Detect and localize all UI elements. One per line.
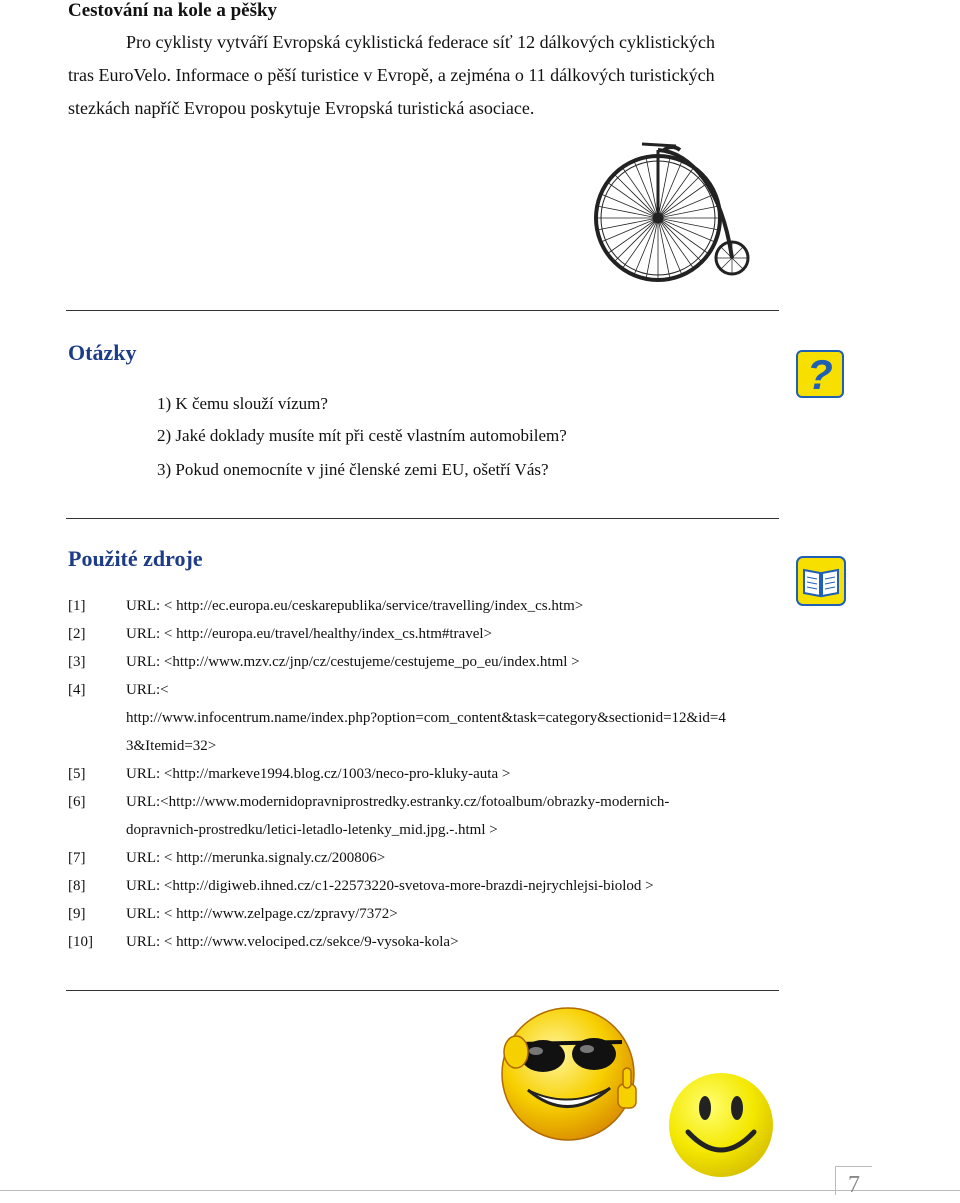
source-url: URL: < http://www.zelpage.cz/zpravy/7372> xyxy=(126,906,398,922)
question-mark-icon xyxy=(796,350,844,398)
source-url: URL: <http://www.mzv.cz/jnp/cz/cestujeme/cestujeme_po_eu/index.html > xyxy=(126,654,580,670)
separator-line xyxy=(66,990,779,991)
source-number: [9] xyxy=(68,906,86,922)
paragraph-line-3: stezkách napříč Evropou poskytuje Evropská turistická asociace. xyxy=(68,98,535,118)
page-number: 7 xyxy=(835,1166,872,1195)
source-number: [1] xyxy=(68,598,86,614)
paragraph-line-2: tras EuroVelo. Informace o pěší turistice v Evropě, a zejména o 11 dálkových turistických xyxy=(68,65,715,85)
penny-farthing-bicycle-image xyxy=(582,130,762,292)
source-number: [10] xyxy=(68,934,93,950)
source-number: [6] xyxy=(68,794,86,810)
source-url: http://www.infocentrum.name/index.php?option=com_content&task=category&sectionid=12&id=4 xyxy=(126,710,726,726)
source-url: dopravnich-prostredku/letici-letadlo-letenky_mid.jpg.-.html > xyxy=(126,822,498,838)
separator-line xyxy=(66,310,779,311)
happy-smiley-image xyxy=(666,1070,776,1180)
source-url: URL: < http://europa.eu/travel/healthy/index_cs.htm#travel> xyxy=(126,626,492,642)
source-url: 3&Itemid=32> xyxy=(126,738,217,754)
source-number: [3] xyxy=(68,654,86,670)
section-heading: Cestování na kole a pěšky xyxy=(68,0,278,21)
source-url: URL: < http://ec.europa.eu/ceskarepublika/service/travelling/index_cs.htm> xyxy=(126,598,584,614)
footer-line xyxy=(0,1190,960,1191)
question-item-3: 3) Pokud onemocníte v jiné členské zemi EU, ošetří Vás? xyxy=(157,460,549,479)
source-number: [2] xyxy=(68,626,86,642)
source-url: URL:< xyxy=(126,682,169,698)
source-url: URL: < http://merunka.signaly.cz/200806> xyxy=(126,850,386,866)
source-url: URL: < http://www.velociped.cz/sekce/9-vysoka-kola> xyxy=(126,934,459,950)
question-item-2: 2) Jaké doklady musíte mít při cestě vlastním automobilem? xyxy=(157,426,567,445)
source-number: [4] xyxy=(68,682,86,698)
separator-line xyxy=(66,518,779,519)
questions-title: Otázky xyxy=(68,340,137,365)
source-url: URL:<http://www.modernidopravniprostredky.estranky.cz/fotoalbum/obrazky-modernich- xyxy=(126,794,670,810)
source-number: [7] xyxy=(68,850,86,866)
source-number: [8] xyxy=(68,878,86,894)
book-icon xyxy=(796,556,846,606)
sources-title: Použité zdroje xyxy=(68,546,203,571)
question-mark-glyph: ? xyxy=(807,351,833,398)
source-url: URL: <http://digiweb.ihned.cz/c1-22573220-svetova-more-brazdi-nejrychlejsi-biolod > xyxy=(126,878,654,894)
source-url: URL: <http://markeve1994.blog.cz/1003/neco-pro-kluky-auta > xyxy=(126,766,511,782)
source-number: [5] xyxy=(68,766,86,782)
question-item-1: 1) K čemu slouží vízum? xyxy=(157,394,328,413)
cool-smiley-image xyxy=(498,1002,644,1154)
paragraph-line-1: Pro cyklisty vytváří Evropská cyklistická federace síť 12 dálkových cyklistických xyxy=(126,32,716,52)
